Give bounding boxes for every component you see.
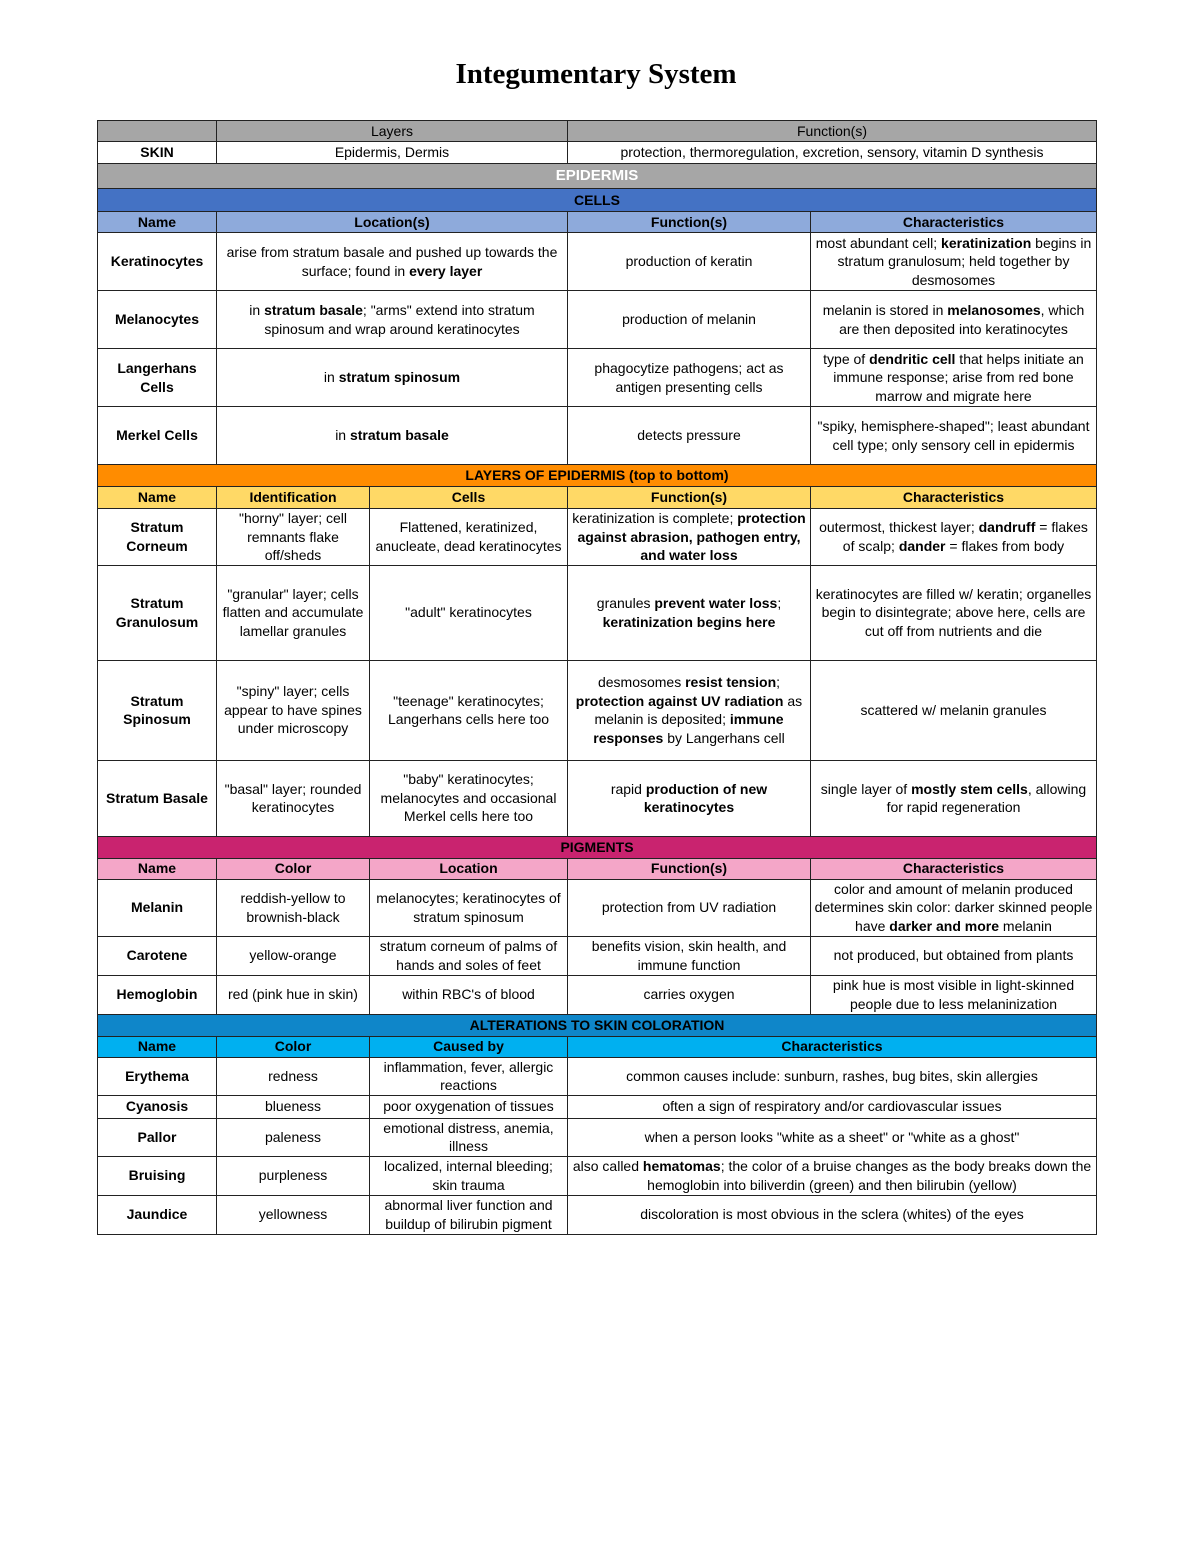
- pigments-header-4: Characteristics: [811, 858, 1097, 879]
- pigment-name: Hemoglobin: [98, 975, 217, 1014]
- skin-header-layers: Layers: [217, 121, 568, 142]
- table-row: [98, 233, 1097, 291]
- cell-location: in stratum basale; "arms" extend into stratum spinosum and wrap around keratinocytes: [217, 291, 568, 349]
- cell-name: Keratinocytes: [98, 233, 217, 291]
- alteration-characteristics: often a sign of respiratory and/or cardiovascular issues: [568, 1095, 1097, 1118]
- table-row: [98, 565, 1097, 660]
- alteration-color: paleness: [217, 1118, 370, 1156]
- pigment-function: protection from UV radiation: [568, 879, 811, 936]
- skin-name: SKIN: [98, 142, 217, 164]
- table-row: [98, 1095, 1097, 1118]
- cell-location: arise from stratum basale and pushed up towards the surface; found in every layer: [217, 233, 568, 291]
- table-row: [98, 1118, 1097, 1156]
- layer-identification: "basal" layer; rounded keratinocytes: [217, 760, 370, 836]
- cell-function: phagocytize pathogens; act as antigen presenting cells: [568, 349, 811, 407]
- layer-cells: "baby" keratinocytes; melanocytes and occasional Merkel cells here too: [370, 760, 568, 836]
- layer-name: Stratum Spinosum: [98, 660, 217, 760]
- cell-characteristics: melanin is stored in melanosomes, which are then deposited into keratinocytes: [811, 291, 1097, 349]
- layer-characteristics: scattered w/ melanin granules: [811, 660, 1097, 760]
- cells-header-location: Location(s): [217, 212, 568, 233]
- table-row: [98, 349, 1097, 407]
- pigment-location: melanocytes; keratinocytes of stratum spinosum: [370, 879, 568, 936]
- layers-header-4: Characteristics: [811, 487, 1097, 509]
- table-row: [98, 1195, 1097, 1234]
- skin-header-functions: Function(s): [568, 121, 1097, 142]
- skin-header-row: [98, 121, 1097, 142]
- layer-name: Stratum Granulosum: [98, 565, 217, 660]
- layer-identification: "granular" layer; cells flatten and accumulate lamellar granules: [217, 565, 370, 660]
- alteration-name: Pallor: [98, 1118, 217, 1156]
- alteration-characteristics: also called hematomas; the color of a bruise changes as the body breaks down the hemoglobin into biliverdin (green) and then bilirubin (yellow): [568, 1156, 1097, 1195]
- alteration-name: Jaundice: [98, 1195, 217, 1234]
- pigments-band: [98, 836, 1097, 858]
- table-row: [98, 1156, 1097, 1195]
- alteration-name: Cyanosis: [98, 1095, 217, 1118]
- table-row: [98, 407, 1097, 465]
- page-title: Integumentary System: [455, 58, 737, 90]
- cells-header-characteristics: Characteristics: [811, 212, 1097, 233]
- alteration-caused-by: localized, internal bleeding; skin trauma: [370, 1156, 568, 1195]
- alteration-color: redness: [217, 1057, 370, 1095]
- table-row: [98, 660, 1097, 760]
- epidermis-label: EPIDERMIS: [98, 164, 1097, 189]
- alteration-characteristics: discoloration is most obvious in the sclera (whites) of the eyes: [568, 1195, 1097, 1234]
- pigments-header-row: [98, 858, 1097, 879]
- skin-functions: protection, thermoregulation, excretion, sensory, vitamin D synthesis: [568, 142, 1097, 164]
- skin-layers: Epidermis, Dermis: [217, 142, 568, 164]
- pigment-location: within RBC's of blood: [370, 975, 568, 1014]
- alteration-caused-by: inflammation, fever, allergic reactions: [370, 1057, 568, 1095]
- table-body: [98, 121, 1097, 1235]
- cell-name: Melanocytes: [98, 291, 217, 349]
- cells-header-name: Name: [98, 212, 217, 233]
- layers-header-0: Name: [98, 487, 217, 509]
- alteration-color: blueness: [217, 1095, 370, 1118]
- pigments-header-1: Color: [217, 858, 370, 879]
- layers-band-label: LAYERS OF EPIDERMIS (top to bottom): [98, 465, 1097, 487]
- alteration-color: purpleness: [217, 1156, 370, 1195]
- pigment-name: Melanin: [98, 879, 217, 936]
- alterations-header-row: [98, 1036, 1097, 1057]
- layer-characteristics: keratinocytes are filled w/ keratin; organelles begin to disintegrate; above here, cells are cut off from nutrients and die: [811, 565, 1097, 660]
- layer-cells: Flattened, keratinized, anucleate, dead keratinocytes: [370, 509, 568, 566]
- pigments-band-label: PIGMENTS: [98, 836, 1097, 858]
- alteration-caused-by: emotional distress, anemia, illness: [370, 1118, 568, 1156]
- cell-characteristics: most abundant cell; keratinization begins in stratum granulosum; held together by desmosomes: [811, 233, 1097, 291]
- pigment-function: benefits vision, skin health, and immune function: [568, 936, 811, 975]
- cell-characteristics: type of dendritic cell that helps initiate an immune response; arise from red bone marrow and migrate here: [811, 349, 1097, 407]
- pigment-characteristics: not produced, but obtained from plants: [811, 936, 1097, 975]
- cell-name: Langerhans Cells: [98, 349, 217, 407]
- layer-cells: "teenage" keratinocytes; Langerhans cells here too: [370, 660, 568, 760]
- layers-band: [98, 465, 1097, 487]
- skin-row: [98, 142, 1097, 164]
- pigments-header-3: Function(s): [568, 858, 811, 879]
- alteration-color: yellowness: [217, 1195, 370, 1234]
- layer-identification: "spiny" layer; cells appear to have spines under microscopy: [217, 660, 370, 760]
- layer-function: desmosomes resist tension; protection against UV radiation as melanin is deposited; immune responses by Langerhans cell: [568, 660, 811, 760]
- layer-name: Stratum Corneum: [98, 509, 217, 566]
- cells-band: [98, 189, 1097, 212]
- alteration-caused-by: poor oxygenation of tissues: [370, 1095, 568, 1118]
- layers-header-3: Function(s): [568, 487, 811, 509]
- layer-cells: "adult" keratinocytes: [370, 565, 568, 660]
- layer-characteristics: outermost, thickest layer; dandruff = flakes of scalp; dander = flakes from body: [811, 509, 1097, 566]
- pigment-name: Carotene: [98, 936, 217, 975]
- pigment-location: stratum corneum of palms of hands and soles of feet: [370, 936, 568, 975]
- layers-header-2: Cells: [370, 487, 568, 509]
- pigment-color: red (pink hue in skin): [217, 975, 370, 1014]
- layer-function: keratinization is complete; protection against abrasion, pathogen entry, and water loss: [568, 509, 811, 566]
- cell-location: in stratum spinosum: [217, 349, 568, 407]
- pigment-characteristics: pink hue is most visible in light-skinned people due to less melaninization: [811, 975, 1097, 1014]
- layer-name: Stratum Basale: [98, 760, 217, 836]
- cell-characteristics: "spiky, hemisphere-shaped"; least abundant cell type; only sensory cell in epidermis: [811, 407, 1097, 465]
- cells-header-function: Function(s): [568, 212, 811, 233]
- alterations-band-label: ALTERATIONS TO SKIN COLORATION: [98, 1014, 1097, 1036]
- alterations-header-caused-by: Caused by: [370, 1036, 568, 1057]
- alterations-band: [98, 1014, 1097, 1036]
- epidermis-band: [98, 164, 1097, 189]
- table-row: [98, 936, 1097, 975]
- table-row: [98, 879, 1097, 936]
- layers-header-row: [98, 487, 1097, 509]
- skin-header-blank: [98, 121, 217, 142]
- layer-identification: "horny" layer; cell remnants flake off/sheds: [217, 509, 370, 566]
- pigments-header-2: Location: [370, 858, 568, 879]
- layer-function: granules prevent water loss; keratinization begins here: [568, 565, 811, 660]
- table-row: [98, 1057, 1097, 1095]
- alterations-header-characteristics: Characteristics: [568, 1036, 1097, 1057]
- pigment-color: yellow-orange: [217, 936, 370, 975]
- table-row: [98, 975, 1097, 1014]
- cell-location: in stratum basale: [217, 407, 568, 465]
- pigment-color: reddish-yellow to brownish-black: [217, 879, 370, 936]
- alteration-name: Erythema: [98, 1057, 217, 1095]
- alteration-caused-by: abnormal liver function and buildup of bilirubin pigment: [370, 1195, 568, 1234]
- cell-function: production of keratin: [568, 233, 811, 291]
- pigment-characteristics: color and amount of melanin produced determines skin color: darker skinned people have darker and more melanin: [811, 879, 1097, 936]
- alterations-header-color: Color: [217, 1036, 370, 1057]
- table-row: [98, 291, 1097, 349]
- layers-header-1: Identification: [217, 487, 370, 509]
- table-row: [98, 760, 1097, 836]
- layer-characteristics: single layer of mostly stem cells, allowing for rapid regeneration: [811, 760, 1097, 836]
- integumentary-table: [97, 120, 1097, 1235]
- alteration-characteristics: when a person looks "white as a sheet" or "white as a ghost": [568, 1118, 1097, 1156]
- alteration-characteristics: common causes include: sunburn, rashes, bug bites, skin allergies: [568, 1057, 1097, 1095]
- cells-header-row: [98, 212, 1097, 233]
- alterations-header-name: Name: [98, 1036, 217, 1057]
- pigments-header-0: Name: [98, 858, 217, 879]
- layer-function: rapid production of new keratinocytes: [568, 760, 811, 836]
- cells-band-label: CELLS: [98, 189, 1097, 212]
- cell-name: Merkel Cells: [98, 407, 217, 465]
- alteration-name: Bruising: [98, 1156, 217, 1195]
- table-row: [98, 509, 1097, 566]
- cell-function: production of melanin: [568, 291, 811, 349]
- cell-function: detects pressure: [568, 407, 811, 465]
- pigment-function: carries oxygen: [568, 975, 811, 1014]
